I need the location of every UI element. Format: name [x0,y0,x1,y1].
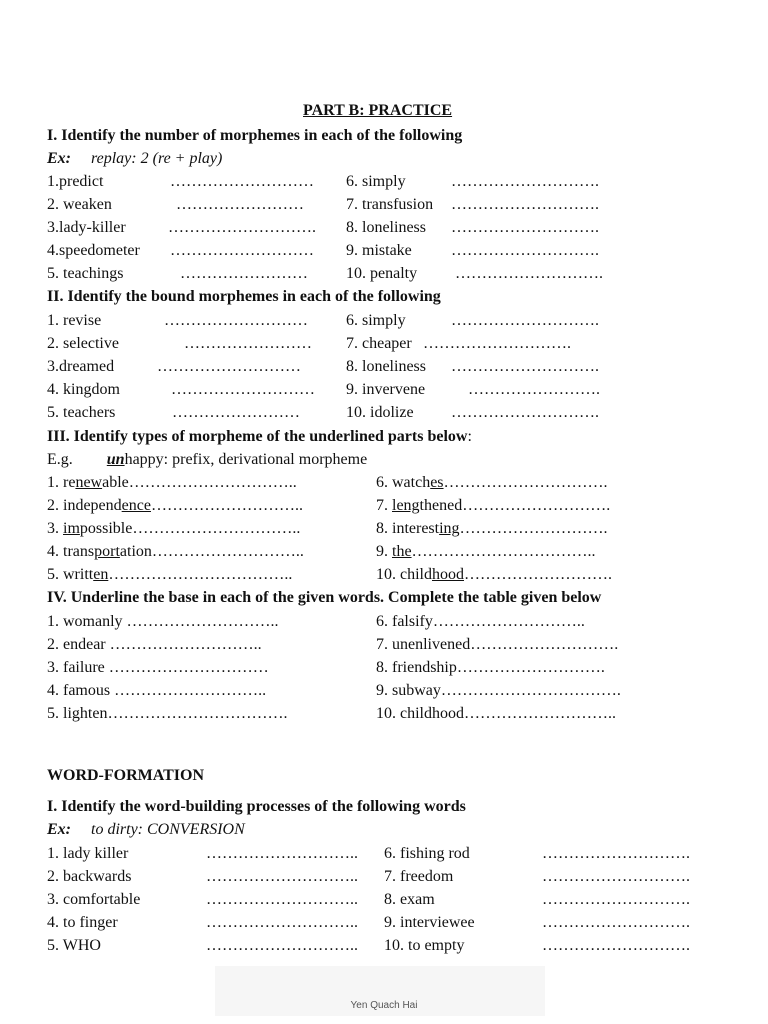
list-item: 1. lady killer [47,845,129,862]
list-item: 10. childhood……………………….. [376,705,616,722]
underlined-morpheme: port [94,543,120,560]
answer-blank[interactable]: …………………… [184,335,312,352]
word-formation-title: WORD-FORMATION [47,767,205,784]
list-item: 10. to empty [384,937,465,954]
underlined-morpheme: leng [392,497,420,514]
list-item: 9. the…………………………….. [376,543,596,560]
example-label: Ex: [47,821,71,838]
answer-blank[interactable]: ……………………. [468,381,600,398]
list-item: 7. unenlivened………………………. [376,636,619,653]
underlined-morpheme: en [93,566,109,583]
list-item: 6. watches…………………………. [376,474,608,491]
list-item: 10. childhood………………………. [376,566,612,583]
example-label: Ex: [47,150,71,167]
list-item: 1.predict [47,173,104,190]
list-item: 8. loneliness [346,219,426,236]
example-text: to dirty: CONVERSION [91,821,245,838]
answer-blank[interactable]: ………………………. [423,335,571,352]
example-text: replay: 2 (re + play) [91,150,223,167]
answer-blank[interactable]: ………………………. [451,219,599,236]
underlined-morpheme: new [75,474,103,491]
page-title: PART B: PRACTICE [303,102,453,119]
answer-blank[interactable]: ……………………… [164,312,308,329]
page-footer: Yen Quach Hai [350,1000,418,1011]
answer-blank[interactable]: ……………………….. [206,937,358,954]
list-item: 10. idolize [346,404,414,421]
list-item: 7. lengthened………………………. [376,497,611,514]
list-item: 6. falsify……………………….. [376,613,585,630]
list-item: 2. endear ……………………….. [47,636,262,653]
list-item: 6. fishing rod [384,845,470,862]
answer-blank[interactable]: ………………………. [542,891,690,908]
answer-blank[interactable]: ……………………….. [206,914,358,931]
answer-blank[interactable]: ………………………. [451,196,599,213]
answer-blank[interactable]: ……………………… [170,242,314,259]
list-item: 4. transportation……………………….. [47,543,304,560]
answer-blank[interactable]: ………………………. [542,845,690,862]
section-1-heading: I. Identify the number of morphemes in each of the following [47,127,463,144]
list-item: 7. freedom [384,868,454,885]
answer-blank[interactable]: ………………………. [455,265,603,282]
list-item: 7. transfusion [346,196,434,213]
list-item: 6. simply [346,312,406,329]
underlined-morpheme: ing [439,520,460,537]
underlined-morpheme: the [392,543,412,560]
answer-blank[interactable]: ………………………. [542,937,690,954]
list-item: 8. exam [384,891,435,908]
answer-blank[interactable]: ………………………. [451,358,599,375]
list-item: 3. comfortable [47,891,141,908]
answer-blank[interactable]: …………………… [176,196,304,213]
word-formation-heading: I. Identify the word-building processes of the following words [47,798,466,815]
word-formation-example [47,820,245,840]
answer-blank[interactable]: ………………………. [168,219,316,236]
answer-blank[interactable]: ……………………….. [206,845,358,862]
answer-blank[interactable]: ………………………. [451,173,599,190]
underlined-morpheme: im [63,520,80,537]
list-item: 5. written…………………………….. [47,566,293,583]
list-item: 4.speedometer [47,242,140,259]
underlined-morpheme: ence [121,497,151,514]
list-item: 9. mistake [346,242,412,259]
section-3-example [47,450,367,470]
answer-blank[interactable]: ………………………. [451,312,599,329]
list-item: 1. revise [47,312,102,329]
list-item: 4. famous ……………………….. [47,682,267,699]
answer-blank[interactable]: …………………… [172,404,300,421]
answer-blank[interactable]: …………………… [180,265,308,282]
example-text: happy: prefix, derivational morpheme [124,451,368,468]
list-item: 9. subway……………………………. [376,682,621,699]
list-item: 5. WHO [47,937,101,954]
answer-blank[interactable]: ……………………… [171,381,315,398]
list-item: 1. womanly ……………………….. [47,613,279,630]
list-item: 8. loneliness [346,358,426,375]
section-3-heading-colon: : [467,428,472,445]
underlined-morpheme: hood [432,566,464,583]
list-item: 3. impossible………………………….. [47,520,301,537]
list-item: 8. interesting………………………. [376,520,608,537]
list-item: 1. renewable………………………….. [47,474,297,491]
answer-blank[interactable]: ………………………. [542,914,690,931]
list-item: 3.lady-killer [47,219,126,236]
list-item: 2. independence……………………….. [47,497,303,514]
section-2-heading: II. Identify the bound morphemes in each of the following [47,288,441,305]
answer-blank[interactable]: ………………………. [451,404,599,421]
section-1-example [47,149,222,169]
list-item: 5. teachers [47,404,116,421]
answer-blank[interactable]: ………………………. [451,242,599,259]
section-3-heading [47,427,472,447]
answer-blank[interactable]: ………………………. [542,868,690,885]
underlined-morpheme: es [430,474,444,491]
answer-blank[interactable]: ……………………… [170,173,314,190]
list-item: 3. failure ………………………… [47,659,269,676]
list-item: 2. selective [47,335,119,352]
list-item: 5. teachings [47,265,124,282]
list-item: 9. interviewee [384,914,475,931]
example-underlined-part: un [106,451,125,468]
answer-blank[interactable]: ……………………… [157,358,301,375]
list-item: 2. weaken [47,196,112,213]
list-item: 6. simply [346,173,406,190]
answer-blank[interactable]: ……………………….. [206,868,358,885]
example-label: E.g. [47,451,73,468]
list-item: 4. to finger [47,914,118,931]
list-item: 9. invervene [346,381,426,398]
section-3-heading-text: III. Identify types of morpheme of the underlined parts below [47,428,468,445]
list-item: 7. cheaper [346,335,412,352]
list-item: 3.dreamed [47,358,115,375]
list-item: 5. lighten……………………………. [47,705,288,722]
section-4-heading: IV. Underline the base in each of the given words. Complete the table given below [47,589,602,606]
list-item: 4. kingdom [47,381,120,398]
list-item: 8. friendship………………………. [376,659,605,676]
list-item: 2. backwards [47,868,132,885]
answer-blank[interactable]: ……………………….. [206,891,358,908]
list-item: 10. penalty [346,265,418,282]
